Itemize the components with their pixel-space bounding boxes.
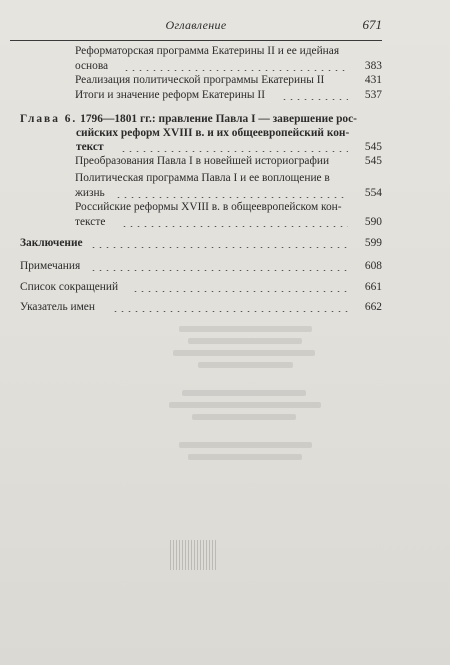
show-through-barcode — [170, 540, 216, 570]
toc-entry-text: Реализация политической программы Екатерины II — [75, 74, 325, 86]
leader-dots — [120, 151, 348, 152]
toc-page-number: 554 — [364, 187, 382, 199]
toc-entry-text: Заключение — [20, 237, 83, 249]
toc-page-number: 662 — [364, 301, 382, 313]
toc-page-number: 537 — [364, 89, 382, 101]
toc-entry-text: Указатель имен — [20, 301, 95, 313]
toc-entry-text: Политическая программа Павла I и ее воплощение в — [75, 172, 330, 184]
leader-dots — [347, 84, 348, 85]
running-title: Оглавление — [165, 18, 227, 32]
toc-entry-text: Российские реформы XVIII в. в общеевропейском кон- — [75, 201, 342, 213]
show-through-text — [150, 320, 340, 530]
leader-dots — [281, 99, 348, 100]
leader-dots — [90, 247, 348, 248]
chapter-label: Глава 6. — [20, 113, 78, 125]
page-number: 671 — [362, 17, 382, 32]
toc-entry-text: Примечания — [20, 260, 81, 272]
toc-entry-text: сийских реформ XVIII в. и их общеевропейский кон- — [76, 127, 350, 139]
leader-dots — [115, 197, 348, 198]
leader-dots — [123, 70, 348, 71]
header-rule — [10, 40, 382, 41]
toc-entry — [75, 88, 382, 102]
toc-entry-text: основа — [75, 60, 109, 72]
toc-entry-text: текст — [76, 141, 104, 153]
toc-entry — [75, 154, 382, 168]
toc-entry-text: Реформаторская программа Екатерины II и ее идейная — [75, 45, 340, 57]
toc-page-number: 608 — [364, 260, 382, 272]
toc-page-number: 545 — [364, 141, 382, 153]
leader-dots — [132, 291, 348, 292]
toc-entry-text: Список сокращений — [20, 281, 119, 293]
toc-entry — [20, 280, 382, 294]
toc-entry — [20, 259, 382, 273]
toc-entry — [75, 44, 382, 73]
toc-entry — [75, 200, 382, 229]
leader-dots — [112, 311, 348, 312]
running-header — [10, 14, 382, 36]
toc-entry-text: жизнь — [75, 187, 105, 199]
toc-page-number: 545 — [364, 155, 382, 167]
toc-page-number: 431 — [364, 74, 382, 86]
toc-entry — [75, 73, 382, 87]
toc-page-number: 661 — [364, 281, 382, 293]
toc-page-number: 599 — [364, 237, 382, 249]
toc-page-number: 383 — [364, 60, 382, 72]
toc-page-number: 590 — [364, 216, 382, 228]
toc-entry-text: 1796—1801 гг.: правление Павла I — завершение рос- — [80, 113, 357, 125]
leader-dots — [121, 226, 348, 227]
toc-entry-text: тексте — [75, 216, 106, 228]
toc-entry-text: Преобразования Павла I в новейшей историографии — [75, 155, 330, 167]
toc-chapter-entry — [20, 112, 382, 154]
toc-entry — [20, 236, 382, 250]
toc-entry — [20, 300, 382, 314]
leader-dots — [90, 270, 348, 271]
toc-entry-text: Итоги и значение реформ Екатерины II — [75, 89, 266, 101]
toc-entry — [75, 171, 382, 200]
